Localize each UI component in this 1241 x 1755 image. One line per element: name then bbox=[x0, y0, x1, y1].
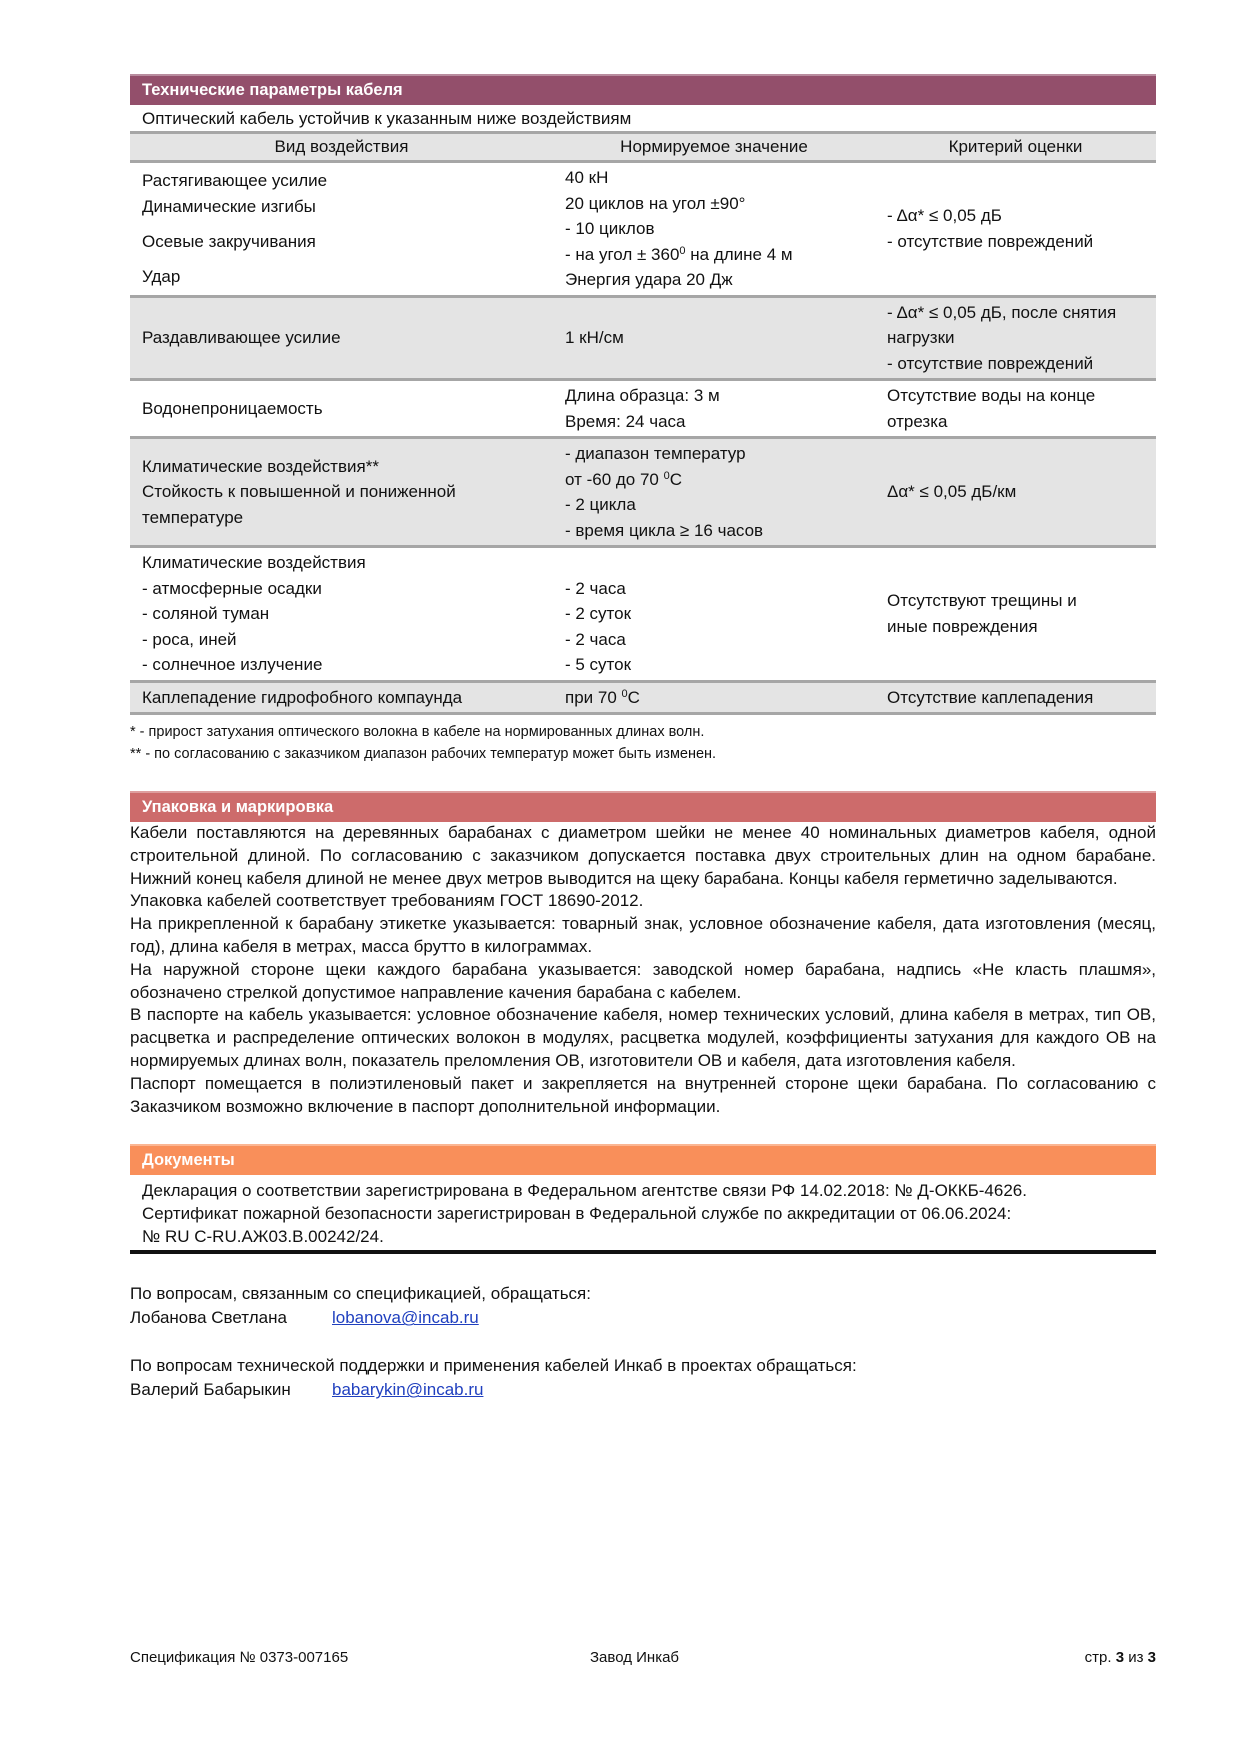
effect-line: Динамические изгибы bbox=[142, 196, 316, 216]
contact-row bbox=[130, 1306, 1156, 1330]
criterion-line: Отсутствуют трещины и bbox=[887, 591, 1077, 611]
value-line: 40 кН bbox=[565, 168, 609, 187]
page-footer bbox=[130, 1649, 1156, 1666]
params-table bbox=[130, 131, 1156, 715]
column-header-criterion: Критерий оценки bbox=[875, 133, 1156, 162]
packing-text bbox=[130, 822, 1156, 1118]
effect-line: Стойкость к повышенной и пониженной bbox=[142, 482, 456, 502]
value-line bbox=[565, 467, 863, 493]
table-row bbox=[130, 296, 1156, 380]
cell-criterion bbox=[875, 547, 1156, 682]
paragraph: Паспорт помещается в полиэтиленовый пакет и закрепляется на внутренней стороне щеки барабана. По согласованию с Заказчиком возможно включение в паспорт дополнительной информации. bbox=[130, 1073, 1156, 1116]
page-total: 3 bbox=[1147, 1649, 1156, 1666]
cell-value bbox=[553, 681, 875, 714]
cell-criterion bbox=[875, 296, 1156, 380]
degree-sup: 0 bbox=[679, 244, 686, 257]
cell-value bbox=[553, 547, 875, 682]
criterion-line: - отсутствие повреждений bbox=[887, 353, 1094, 373]
column-header-value: Нормируемое значение bbox=[553, 133, 875, 162]
effect-line: - солнечное излучение bbox=[142, 655, 323, 674]
table-header-row bbox=[130, 133, 1156, 162]
cell-criterion bbox=[875, 162, 1156, 297]
footnote: * - прирост затухания оптического волокна в кабеле на нормированных длинах волн. bbox=[130, 724, 705, 740]
degree-sup: 0 bbox=[663, 469, 670, 482]
table-row bbox=[130, 380, 1156, 438]
criterion-line: Отсутствие каплепадения bbox=[887, 687, 1094, 707]
cell-effect bbox=[130, 681, 553, 714]
page-current: 3 bbox=[1115, 1649, 1125, 1666]
table-row bbox=[130, 547, 1156, 682]
criterion-line: - Δα* ≤ 0,05 дБ bbox=[887, 206, 1002, 226]
cell-value bbox=[553, 380, 875, 438]
criterion-line: иные повреждения bbox=[887, 616, 1038, 636]
tech-intro: Оптический кабель устойчив к указанным ниже воздействиям bbox=[142, 109, 632, 128]
value-line: - время цикла ≥ 16 часов bbox=[565, 520, 764, 540]
footer-company: Завод Инкаб bbox=[590, 1649, 680, 1666]
value-line: - 5 суток bbox=[565, 655, 632, 674]
value-line: Время: 24 часа bbox=[565, 411, 686, 431]
cell-effect bbox=[130, 296, 553, 380]
table-row bbox=[130, 438, 1156, 547]
paragraph: В паспорте на кабель указывается: условное обозначение кабеля, номер технических условий, длина кабеля в метрах, тип ОВ, расцветка и распределение оптических волокон в модулях, расцветка модулей, коэффициенты затухания для каждого ОВ на нормируемых длинах волн, показатель преломления ОВ, изготовители ОВ и кабеля, дата изготовления кабеля. bbox=[130, 1005, 1156, 1070]
documents-text bbox=[130, 1175, 1156, 1254]
value-line: 20 циклов на угол ±90° bbox=[565, 193, 746, 213]
cell-effect bbox=[130, 438, 553, 547]
cell-value bbox=[553, 296, 875, 380]
page-prefix: стр. bbox=[1084, 1649, 1116, 1666]
cell-effect bbox=[130, 162, 553, 297]
value-text: - на угол ± 360 bbox=[565, 244, 680, 264]
cell-value bbox=[553, 162, 875, 297]
table-row bbox=[130, 162, 1156, 297]
paragraph: На наружной стороне щеки каждого барабана указывается: заводской номер барабана, надпись «Не класть плашмя», обозначено стрелкой допустимое направление качения барабана с кабелем. bbox=[130, 959, 1156, 1002]
value-text: С bbox=[669, 469, 683, 489]
value-text: С bbox=[627, 687, 640, 707]
contact-block bbox=[130, 1282, 1156, 1330]
section-header-documents: Документы bbox=[130, 1144, 1156, 1175]
value-text: от -60 до 70 bbox=[565, 469, 664, 489]
effect-line: Осевые закручивания bbox=[142, 232, 316, 251]
effect-line: Климатические воздействия bbox=[142, 553, 366, 572]
cell-criterion bbox=[875, 380, 1156, 438]
effect-line: Водонепроницаемость bbox=[142, 398, 323, 418]
contact-caption: По вопросам технической поддержки и применения кабелей Инкаб в проектах обращаться: bbox=[130, 1356, 857, 1376]
effect-line: - соляной туман bbox=[142, 604, 270, 623]
document-line: № RU C-RU.АЖ03.В.00242/24. bbox=[142, 1227, 384, 1247]
effect-line: Раздавливающее усилие bbox=[142, 328, 341, 347]
effect-line: Растягивающее усилие bbox=[142, 171, 328, 190]
document-line: Сертификат пожарной безопасности зарегистрирован в Федеральной службе по аккредитации от 06.06.2024: bbox=[142, 1204, 1012, 1224]
contact-caption: По вопросам, связанным со спецификацией, обращаться: bbox=[130, 1284, 591, 1304]
effect-line: Климатические воздействия** bbox=[142, 456, 379, 476]
cell-criterion bbox=[875, 681, 1156, 714]
criterion-line: отрезка bbox=[887, 411, 948, 431]
paragraph: Упаковка кабелей соответствует требованиям ГОСТ 18690-2012. bbox=[130, 891, 644, 911]
cell-effect bbox=[130, 547, 553, 682]
criterion-line: Δα* ≤ 0,05 дБ/км bbox=[887, 482, 1017, 502]
section-header-packing: Упаковка и маркировка bbox=[130, 791, 1156, 822]
value-line bbox=[565, 242, 863, 268]
effect-line: Каплепадение гидрофобного компаунда bbox=[142, 687, 463, 707]
effect-line: - роса, иней bbox=[142, 629, 237, 649]
value-line: - 10 циклов bbox=[565, 219, 655, 238]
value-line: 1 кН/см bbox=[565, 328, 624, 347]
degree-sup: 0 bbox=[621, 687, 628, 700]
cell-value bbox=[553, 438, 875, 547]
footer-spec-number: Спецификация № 0373-007165 bbox=[130, 1649, 349, 1666]
column-header-effect: Вид воздействия bbox=[130, 133, 553, 162]
contact-name: Валерий Бабарыкин bbox=[130, 1380, 291, 1400]
value-line: Длина образца: 3 м bbox=[565, 386, 720, 405]
document-line: Декларация о соответствии зарегистрирована в Федеральном агентстве связи РФ 14.02.2018: № Д-ОККБ-4626. bbox=[142, 1181, 1027, 1201]
value-line: - 2 суток bbox=[565, 604, 632, 623]
contact-email-link[interactable]: babarykin@incab.ru bbox=[332, 1380, 484, 1400]
effect-line: Удар bbox=[142, 267, 181, 286]
section-header-tech: Технические параметры кабеля bbox=[130, 74, 1156, 105]
criterion-line: - отсутствие повреждений bbox=[887, 231, 1094, 251]
value-line: Энергия удара 20 Дж bbox=[565, 270, 733, 289]
table-footnotes bbox=[130, 721, 1156, 765]
footer-page-number bbox=[1085, 1649, 1156, 1666]
contacts bbox=[130, 1282, 1156, 1402]
cell-effect bbox=[130, 380, 553, 438]
effect-line: температуре bbox=[142, 507, 244, 527]
contact-row bbox=[130, 1378, 1156, 1402]
criterion-line: - Δα* ≤ 0,05 дБ, после снятия bbox=[887, 302, 1117, 322]
contact-block bbox=[130, 1354, 1156, 1402]
value-line: - 2 часа bbox=[565, 578, 626, 598]
table-row bbox=[130, 681, 1156, 714]
page-sep: из bbox=[1124, 1649, 1148, 1666]
criterion-line: нагрузки bbox=[887, 328, 955, 347]
value-line: - 2 часа bbox=[565, 629, 626, 649]
paragraph: На прикрепленной к барабану этикетке указывается: товарный знак, условное обозначение кабеля, дата изготовления (месяц, год), длина кабеля в метрах, масса брутто в килограммах. bbox=[130, 914, 1156, 956]
contact-name: Лобанова Светлана bbox=[130, 1308, 287, 1328]
criterion-line: Отсутствие воды на конце bbox=[887, 386, 1096, 405]
cell-criterion bbox=[875, 438, 1156, 547]
value-line: - 2 цикла bbox=[565, 495, 636, 514]
footnote: ** - по согласованию с заказчиком диапазон рабочих температур может быть изменен. bbox=[130, 746, 717, 762]
effect-line: - атмосферные осадки bbox=[142, 578, 322, 598]
value-text: при 70 bbox=[565, 687, 622, 707]
contact-email-link[interactable]: lobanova@incab.ru bbox=[332, 1308, 479, 1328]
value-line: - диапазон температур bbox=[565, 444, 746, 463]
value-text: на длине 4 м bbox=[685, 244, 793, 264]
document-page bbox=[130, 74, 1156, 1426]
paragraph: Кабели поставляются на деревянных барабанах с диаметром шейки не менее 40 номинальных диаметров кабеля, одной строительной длиной. По согласованию с заказчиком допускается поставка двух строительных длин на одном барабане. Нижний конец кабеля длиной не менее двух метров выводится на щеку барабана. Концы кабеля герметично заделываются. bbox=[130, 823, 1156, 888]
